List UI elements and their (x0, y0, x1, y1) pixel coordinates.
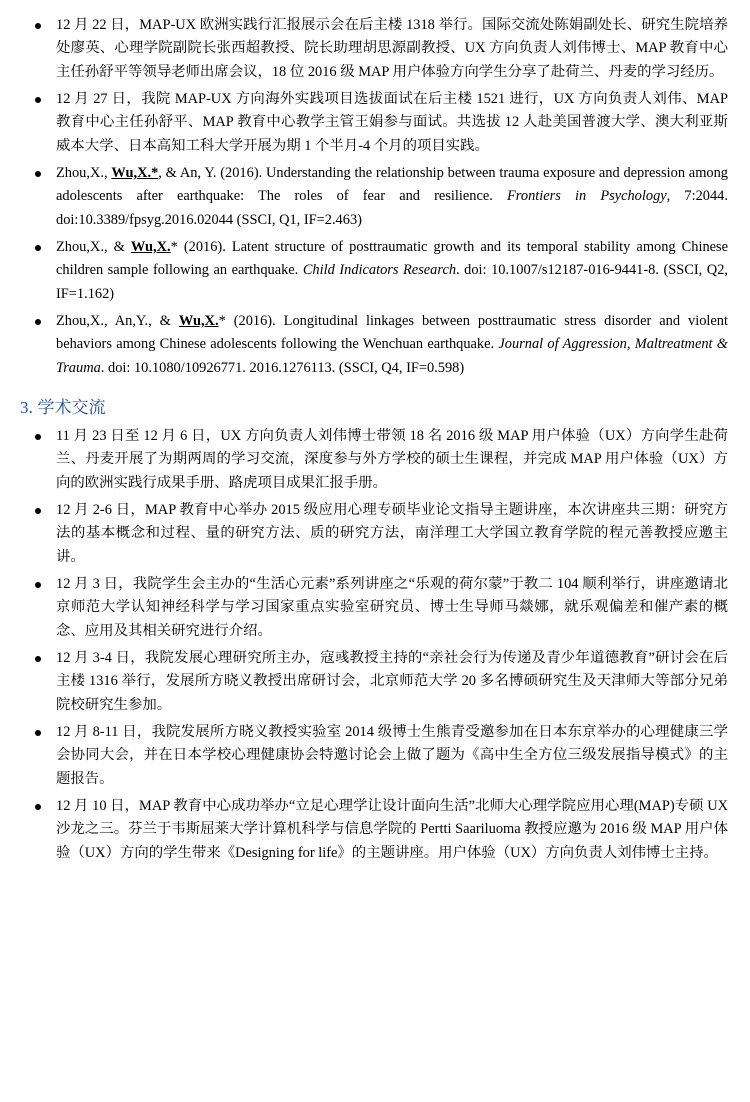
list-item (18, 647, 728, 717)
paragraph-text: 12 月 10 日，MAP 教育中心成功举办“立足心理学让设计面向生活”北师大心理学院应用心理(MAP)专硕 UX 沙龙之三。芬兰于韦斯屈莱大学计算机科学与信息学院的 Pertti Saariluoma 教授应邀为 2016 级 MAP 用户体验（UX）方向的学生带来《Designing for life》的主题讲座。用户体验（UX）方向负责人刘伟博士主持。 (56, 797, 728, 861)
list-item (18, 88, 728, 158)
reference-body: * (2016). Latent structure of posttraumatic growth and its temporal stability among Chinese children sample following an earthquake. (56, 238, 729, 279)
list-item (18, 425, 728, 495)
paragraph-text: 12 月 22 日，MAP-UX 欧洲实践行汇报展示会在后主楼 1318 举行。国际交流处陈娟副处长、研究生院培养处廖英、心理学院副院长张西超教授、院长助理胡思源副教授、UX 方向负责人刘伟博士、MAP 教育中心主任孙舒平等领导老师出席会议，18 位 2016 级 MAP 用户体验方向学生分享了赴荷兰、丹麦的学习经历。 (56, 17, 728, 80)
paragraph-text: 12 月 8-11 日，我院发展所方晓义教授实验室 2014 级博士生熊青受邀参加在日本东京举办的心理健康三学会协同大会，并在日本学校心理健康协会特邀讨论会上做了题为《高中生全方位三级发展指导模式》的主题报告。 (56, 723, 728, 787)
list-item (18, 14, 728, 84)
reference-author: Wu,X. (130, 238, 171, 255)
reference-body: * (2016). Longitudinal linkages between posttraumatic stress disorder and violent behaviors among Chinese adolescents following the Wenchuan earthquake. (56, 312, 728, 353)
reference-journal: Journal of Aggression, Maltreatment & Trauma (56, 336, 729, 376)
paragraph-text: 12 月 3-4 日，我院发展心理研究所主办，寇彧教授主持的“亲社会行为传递及青少年道德教育”研讨会在后主楼 1316 举行，发展所方晓义教授出席研讨会，北京师范大学 20 多名博硕研究生及天津师大等部分兄弟院校研究生参加。 (56, 649, 728, 713)
section-title: 学术交流 (37, 397, 106, 417)
reference-suffix: . doi: 10.1080/10926771. 2016.1276113. (SSCI, Q4, IF=0.598) (100, 359, 465, 376)
reference-body: , & An, Y. (2016). Understanding the relationship between trauma exposure and depression among adolescents after earthquake: The roles of fear and resilience. (56, 164, 728, 205)
section-bullet-list (18, 425, 728, 865)
reference-author: Wu,X.* (111, 164, 159, 181)
top-bullet-list (18, 14, 728, 380)
list-item (18, 573, 728, 643)
reference-item (18, 162, 728, 232)
reference-suffix: . doi: 10.1007/s12187-016-9441-8. (SSCI, Q2, IF=1.162) (56, 262, 728, 302)
reference-item (18, 310, 728, 380)
paragraph-text: 12 月 2-6 日，MAP 教育中心举办 2015 级应用心理专硕毕业论文指导主题讲座，本次讲座共三期：研究方法的基本概念和过程、量的研究方法、质的研究方法，南洋理工大学国立教育学院的程元善教授应邀主讲。 (56, 501, 728, 565)
reference-suffix: , 7:2044. doi:10.3389/fpsyg.2016.02044 (SSCI, Q1, IF=2.463) (56, 188, 728, 228)
section-heading (20, 393, 728, 418)
reference-prefix: Zhou,X., & (56, 238, 131, 255)
paragraph-text: 11 月 23 日至 12 月 6 日，UX 方向负责人刘伟博士带领 18 名 2016 级 MAP 用户体验（UX）方向学生赴荷兰、丹麦开展了为期两周的学习交流，深度参与外方学校的硕士生课程，并完成 MAP 用户体验（UX）方向的欧洲实践行成果手册、路虎项目成果汇报手册。 (56, 427, 728, 491)
paragraph-text: 12 月 27 日，我院 MAP-UX 方向海外实践项目选拔面试在后主楼 1521 进行，UX 方向负责人刘伟、MAP 教育中心主任孙舒平、MAP 教育中心教学主管王娟参与面试。共选拔 12 人赴美国普渡大学、澳大利亚斯威本大学、日本高知工科大学开展为期 1 个半月-4 个月的项目实践。 (56, 90, 728, 154)
paragraph-text: 12 月 3 日，我院学生会主办的“生活心元素”系列讲座之“乐观的荷尔蒙”于教二 104 顺利举行，讲座邀请北京师范大学认知神经科学与学习国家重点实验室研究员、博士生导师马燚娜，就乐观偏差和催产素的概念、应用及其相关研究进行介绍。 (56, 575, 728, 639)
section-number: 3. (20, 397, 33, 417)
list-item (18, 721, 728, 791)
list-item (18, 499, 728, 569)
reference-author: Wu,X. (178, 312, 219, 329)
list-item (18, 795, 728, 865)
reference-prefix: Zhou,X., (56, 164, 112, 181)
reference-journal: Frontiers in Psychology (507, 188, 667, 205)
reference-journal: Child Indicators Research (302, 262, 457, 279)
reference-prefix: Zhou,X., An,Y., & (56, 312, 179, 329)
reference-item (18, 236, 728, 306)
